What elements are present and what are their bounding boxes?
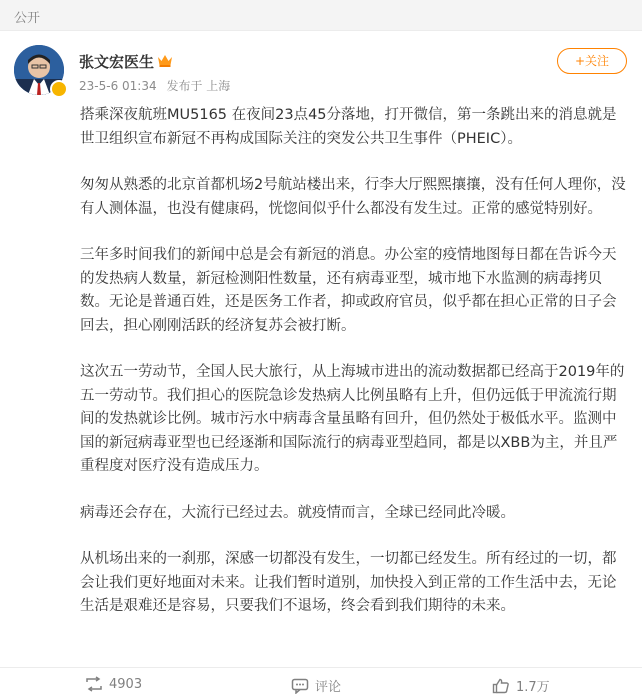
post-paragraph: 匆匆从熟悉的北京首都机场2号航站楼出来，行李大厅熙熙攘攘，没有任何人理你，没有人测体温，也没有健康码，恍惚间似乎什么都没有发生过。正常的感觉特别好。 (80, 177, 626, 217)
crown-icon (157, 53, 173, 67)
author-name[interactable]: 张文宏医生 (79, 53, 155, 71)
post-source: 发布于 上海 (166, 79, 231, 93)
comment-icon (291, 678, 309, 694)
post-time[interactable]: 23-5-6 01:34 (79, 79, 157, 93)
like-icon (492, 678, 510, 694)
post-meta (79, 77, 236, 94)
post-paragraph: 这次五一劳动节，全国人民大旅行，从上海城市进出的流动数据都已经高于2019年的五一劳动节。我们担心的医院急诊发热病人比例虽略有上升，但仍远低于甲流流行期间的发热就诊比例。城市污水中病毒含量虽略有回升，但仍然处于极低水平。监测中国的新冠病毒亚型也已经逐渐和国际流行的病毒亚型趋同，都是以XBB为主，并且严重程度对医疗没有造成压力。 (80, 364, 625, 474)
like-count: 1.7万 (516, 680, 550, 695)
repost-button[interactable] (85, 676, 142, 692)
action-bar (0, 667, 642, 699)
post-paragraph: 三年多时间我们的新闻中总是会有新冠的消息。办公室的疫情地图每日都在告诉今天的发热病人数量，新冠检测阳性数量，还有病毒亚型，城市地下水监测的病毒拷贝数。无论是普通百姓，还是医务工作者，抑或政府官员，似乎都在担心正常的日子会回去，担心刚刚活跃的经济复苏会被打断。 (80, 247, 617, 334)
comment-button[interactable] (291, 676, 341, 695)
visibility-label: 公开 (14, 11, 41, 26)
comment-label: 评论 (315, 680, 342, 695)
repost-count: 4903 (109, 676, 143, 692)
repost-icon (85, 676, 103, 692)
visibility-bar (0, 0, 642, 31)
post-paragraph: 从机场出来的一刹那，深感一切都没有发生，一切都已经发生。所有经过的一切，都会让我们更好地面对未来。让我们暂时道别，加快投入到正常的工作生活中去，无论生活是艰难还是容易，只要我们不退场，终会看到我们期待的未来。 (80, 551, 617, 614)
post-paragraph: 搭乘深夜航班MU5165 在夜间23点45分落地，打开微信，第一条跳出来的消息就是世卫组织宣布新冠不再构成国际关注的突发公共卫生事件（PHEIC）。 (80, 107, 617, 147)
like-button[interactable] (492, 676, 550, 695)
post-content (80, 104, 628, 642)
post-paragraph: 病毒还会存在，大流行已经过去。就疫情而言，全球已经同此冷暖。 (80, 504, 515, 521)
verified-badge-icon (50, 80, 68, 98)
follow-button[interactable]: +关注 (557, 48, 627, 74)
